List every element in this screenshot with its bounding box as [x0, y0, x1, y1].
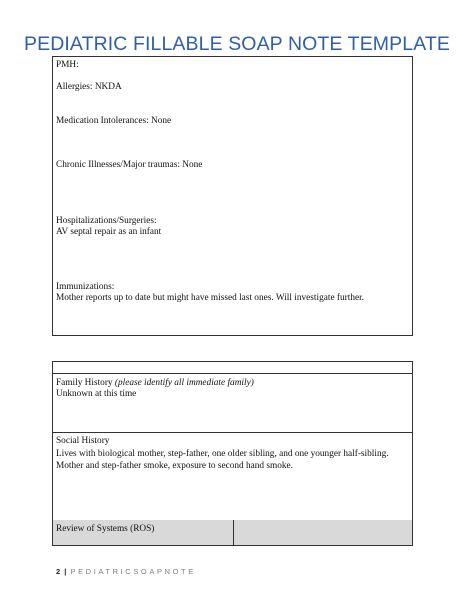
table-divider — [233, 520, 234, 546]
social-history-label: Social History — [56, 436, 110, 446]
immunizations-label: Immunizations: — [56, 282, 115, 292]
immunizations-value[interactable]: Mother reports up to date but might have missed last ones. Will investigate further. — [56, 293, 364, 303]
family-history-value[interactable]: Unknown at this time — [56, 389, 137, 399]
chronic-illnesses-field[interactable]: Chronic Illnesses/Major traumas: None — [56, 160, 203, 170]
pmh-label: PMH: — [56, 60, 79, 70]
footer-text: PEDIATRICSOAPNOTE — [70, 567, 196, 576]
medication-intolerances-field[interactable]: Medication Intolerances: None — [56, 116, 172, 126]
family-history-hint: (please identify all immediate family) — [114, 378, 254, 388]
table-divider — [52, 373, 413, 374]
page-title: PEDIATRIC FILLABLE SOAP NOTE TEMPLATE — [24, 33, 450, 55]
social-history-line-1[interactable]: Lives with biological mother, step-father, one older sibling, and one younger half-sibling. — [56, 449, 389, 459]
ros-label: Review of Systems (ROS) — [56, 524, 155, 534]
table-divider — [52, 432, 413, 433]
page-number: 2 — [56, 567, 61, 576]
page-footer — [56, 567, 196, 576]
allergies-field[interactable]: Allergies: NKDA — [56, 82, 122, 92]
hospitalizations-value[interactable]: AV septal repair as an infant — [56, 227, 162, 237]
hospitalizations-label: Hospitalizations/Surgeries: — [56, 216, 157, 226]
family-history-label: Family History (please identify all immediate family) — [56, 378, 254, 388]
social-history-line-2[interactable]: Mother and step-father smoke, exposure to second hand smoke. — [56, 461, 294, 471]
footer-separator: | — [64, 567, 67, 576]
